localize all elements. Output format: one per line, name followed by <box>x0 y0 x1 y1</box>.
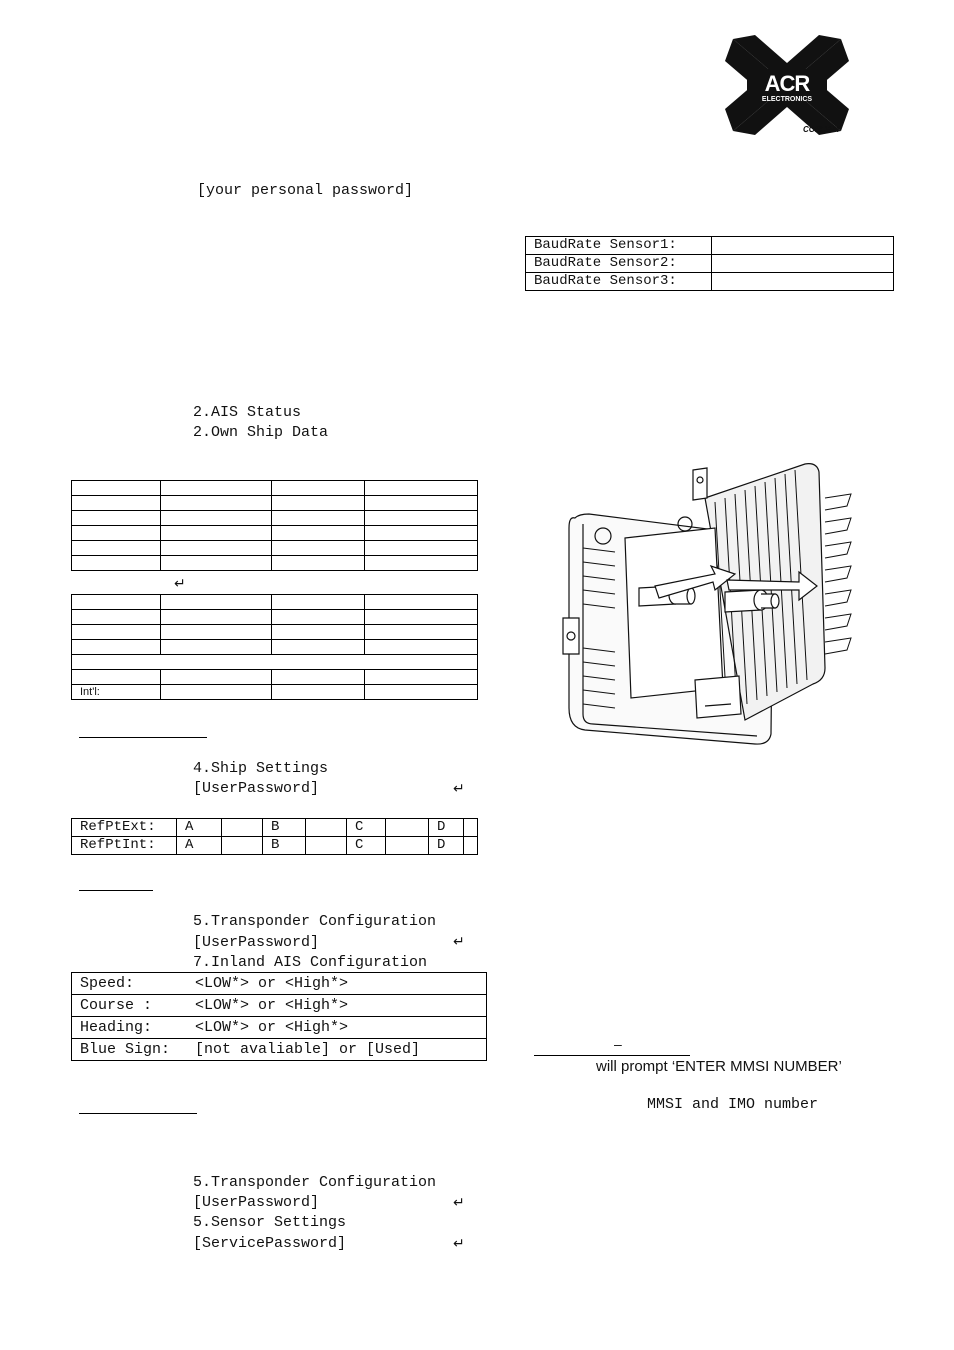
ship-data-grid-2 <box>71 594 478 700</box>
return-symbol: ↵ <box>453 781 465 797</box>
logo-parent: COBHAM <box>803 125 839 134</box>
menu-sensor-settings: 5.Sensor Settings <box>193 1214 347 1231</box>
table-row <box>72 819 478 837</box>
menu-transponder-config: 5.Transponder Configuration <box>193 913 437 930</box>
user-password: [UserPassword] <box>193 934 320 951</box>
acr-logo <box>725 35 850 135</box>
mmsi-dash: – <box>614 1036 622 1052</box>
menu-ais-status: 2.AIS Status <box>193 404 302 421</box>
refpt-d: D <box>429 819 464 837</box>
inland-value: <LOW*> or <High*> <box>195 997 349 1014</box>
table-row <box>526 237 894 255</box>
refpt-table <box>71 818 478 855</box>
table-row <box>72 640 478 655</box>
refpt-d: D <box>429 837 464 855</box>
refpt-a: A <box>177 837 222 855</box>
inland-value: [not avaliable] or [Used] <box>195 1041 421 1058</box>
table-row <box>72 625 478 640</box>
ship-data-grid-1 <box>71 480 478 571</box>
table-row <box>72 973 487 995</box>
baudrate-label: BaudRate Sensor2: <box>526 255 712 273</box>
refpt-label: RefPtExt: <box>72 819 177 837</box>
service-password: [ServicePassword] <box>193 1235 347 1252</box>
table-row <box>526 273 894 291</box>
heading-underline <box>534 1055 690 1056</box>
heading-underline <box>79 890 153 891</box>
table-row <box>72 556 478 571</box>
table-row <box>72 1039 487 1061</box>
table-row <box>72 496 478 511</box>
baudrate-label: BaudRate Sensor1: <box>526 237 712 255</box>
inland-value: <LOW*> or <High*> <box>195 975 349 992</box>
refpt-c: C <box>347 837 386 855</box>
table-row <box>72 685 478 700</box>
refpt-label: RefPtInt: <box>72 837 177 855</box>
mmsi-imo-number: MMSI and IMO number <box>647 1096 819 1113</box>
return-symbol: ↵ <box>453 1195 465 1211</box>
refpt-a: A <box>177 819 222 837</box>
refpt-b: B <box>263 819 306 837</box>
inland-label: Course : <box>80 997 153 1014</box>
logo-subtitle: ELECTRONICS <box>761 96 813 103</box>
heading-underline <box>79 737 207 738</box>
baudrate-table <box>525 236 894 291</box>
inland-label: Heading: <box>80 1019 153 1036</box>
table-row <box>72 595 478 610</box>
table-row <box>72 481 478 496</box>
heading-underline <box>79 1113 197 1114</box>
menu-own-ship-data: 2.Own Ship Data <box>193 424 329 441</box>
password-hint: [your personal password] <box>197 182 414 199</box>
menu-ship-settings: 4.Ship Settings <box>193 760 329 777</box>
table-row <box>72 995 487 1017</box>
user-password: [UserPassword] <box>193 780 320 797</box>
baudrate-value <box>712 255 894 273</box>
return-symbol: ↵ <box>453 934 465 950</box>
refpt-c: C <box>347 819 386 837</box>
inland-label: Blue Sign: <box>80 1041 171 1058</box>
mmsi-prompt: will prompt ‘ENTER MMSI NUMBER’ <box>596 1058 842 1075</box>
transponder-device-illustration <box>555 458 855 748</box>
table-row <box>72 610 478 625</box>
inland-value: <LOW*> or <High*> <box>195 1019 349 1036</box>
inland-label: Speed: <box>80 975 135 992</box>
baudrate-value <box>712 273 894 291</box>
inland-ais-table <box>71 972 487 1061</box>
user-password: [UserPassword] <box>193 1194 320 1211</box>
table-row <box>72 511 478 526</box>
table-row <box>526 255 894 273</box>
menu-transponder-config: 5.Transponder Configuration <box>193 1174 437 1191</box>
logo-brand: ACR <box>764 71 810 96</box>
return-symbol: ↵ <box>453 1236 465 1252</box>
baudrate-value <box>712 237 894 255</box>
table-row <box>72 837 478 855</box>
table-row <box>72 541 478 556</box>
baudrate-label: BaudRate Sensor3: <box>526 273 712 291</box>
return-symbol: ↵ <box>174 576 186 592</box>
refpt-b: B <box>263 837 306 855</box>
table-row <box>72 1017 487 1039</box>
intl-label: Int'l: <box>72 685 161 700</box>
table-row <box>72 655 478 670</box>
table-row <box>72 526 478 541</box>
menu-inland-ais-config: 7.Inland AIS Configuration <box>193 954 428 971</box>
table-row <box>72 670 478 685</box>
